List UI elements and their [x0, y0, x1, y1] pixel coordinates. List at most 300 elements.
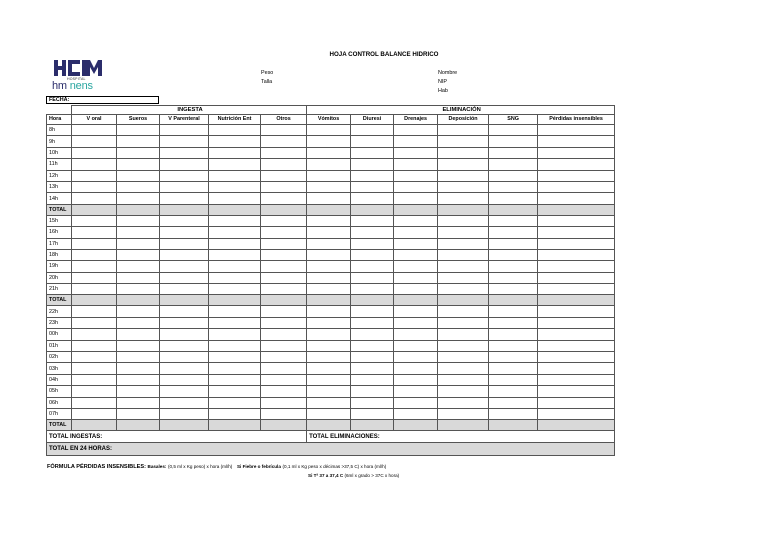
- entry-cell[interactable]: [209, 374, 261, 385]
- entry-cell[interactable]: [438, 420, 489, 431]
- entry-cell[interactable]: [438, 159, 489, 170]
- entry-cell[interactable]: [438, 295, 489, 306]
- entry-cell[interactable]: [160, 159, 209, 170]
- entry-cell[interactable]: [351, 317, 394, 328]
- entry-cell[interactable]: [351, 352, 394, 363]
- entry-cell[interactable]: [538, 295, 615, 306]
- entry-cell[interactable]: [72, 352, 117, 363]
- entry-cell[interactable]: [438, 261, 489, 272]
- entry-cell[interactable]: [261, 420, 307, 431]
- entry-cell[interactable]: [394, 170, 438, 181]
- entry-cell[interactable]: [160, 284, 209, 295]
- entry-cell[interactable]: [394, 249, 438, 260]
- entry-cell[interactable]: [394, 272, 438, 283]
- entry-cell[interactable]: [438, 147, 489, 158]
- entry-cell[interactable]: [72, 249, 117, 260]
- entry-cell[interactable]: [307, 363, 351, 374]
- entry-cell[interactable]: [438, 272, 489, 283]
- entry-cell[interactable]: [160, 193, 209, 204]
- entry-cell[interactable]: [438, 386, 489, 397]
- entry-cell[interactable]: [160, 340, 209, 351]
- entry-cell[interactable]: [261, 125, 307, 136]
- entry-cell[interactable]: [307, 272, 351, 283]
- entry-cell[interactable]: [72, 136, 117, 147]
- entry-cell[interactable]: [489, 181, 538, 192]
- entry-cell[interactable]: [160, 386, 209, 397]
- entry-cell[interactable]: [209, 306, 261, 317]
- entry-cell[interactable]: [351, 249, 394, 260]
- entry-cell[interactable]: [117, 374, 160, 385]
- entry-cell[interactable]: [117, 306, 160, 317]
- entry-cell[interactable]: [261, 170, 307, 181]
- entry-cell[interactable]: [394, 193, 438, 204]
- entry-cell[interactable]: [160, 306, 209, 317]
- entry-cell[interactable]: [117, 408, 160, 419]
- entry-cell[interactable]: [209, 249, 261, 260]
- entry-cell[interactable]: [489, 227, 538, 238]
- entry-cell[interactable]: [489, 386, 538, 397]
- entry-cell[interactable]: [160, 397, 209, 408]
- entry-cell[interactable]: [394, 227, 438, 238]
- entry-cell[interactable]: [351, 306, 394, 317]
- entry-cell[interactable]: [209, 284, 261, 295]
- entry-cell[interactable]: [209, 215, 261, 226]
- entry-cell[interactable]: [489, 238, 538, 249]
- entry-cell[interactable]: [489, 136, 538, 147]
- entry-cell[interactable]: [438, 204, 489, 215]
- entry-cell[interactable]: [117, 215, 160, 226]
- entry-cell[interactable]: [307, 181, 351, 192]
- entry-cell[interactable]: [261, 249, 307, 260]
- entry-cell[interactable]: [394, 215, 438, 226]
- entry-cell[interactable]: [307, 295, 351, 306]
- entry-cell[interactable]: [117, 227, 160, 238]
- entry-cell[interactable]: [538, 215, 615, 226]
- entry-cell[interactable]: [438, 363, 489, 374]
- entry-cell[interactable]: [261, 374, 307, 385]
- entry-cell[interactable]: [117, 125, 160, 136]
- entry-cell[interactable]: [351, 386, 394, 397]
- entry-cell[interactable]: [489, 295, 538, 306]
- entry-cell[interactable]: [394, 238, 438, 249]
- entry-cell[interactable]: [261, 397, 307, 408]
- entry-cell[interactable]: [307, 386, 351, 397]
- entry-cell[interactable]: [209, 329, 261, 340]
- entry-cell[interactable]: [307, 317, 351, 328]
- entry-cell[interactable]: [307, 238, 351, 249]
- entry-cell[interactable]: [438, 170, 489, 181]
- entry-cell[interactable]: [209, 317, 261, 328]
- entry-cell[interactable]: [117, 329, 160, 340]
- entry-cell[interactable]: [160, 329, 209, 340]
- entry-cell[interactable]: [307, 170, 351, 181]
- entry-cell[interactable]: [438, 317, 489, 328]
- entry-cell[interactable]: [351, 272, 394, 283]
- entry-cell[interactable]: [538, 329, 615, 340]
- entry-cell[interactable]: [438, 181, 489, 192]
- entry-cell[interactable]: [538, 397, 615, 408]
- entry-cell[interactable]: [160, 272, 209, 283]
- entry-cell[interactable]: [489, 261, 538, 272]
- entry-cell[interactable]: [117, 284, 160, 295]
- entry-cell[interactable]: [209, 363, 261, 374]
- entry-cell[interactable]: [160, 181, 209, 192]
- entry-cell[interactable]: [489, 340, 538, 351]
- entry-cell[interactable]: [160, 363, 209, 374]
- entry-cell[interactable]: [160, 215, 209, 226]
- entry-cell[interactable]: [351, 204, 394, 215]
- entry-cell[interactable]: [261, 204, 307, 215]
- entry-cell[interactable]: [489, 329, 538, 340]
- entry-cell[interactable]: [117, 340, 160, 351]
- entry-cell[interactable]: [394, 340, 438, 351]
- total-eliminaciones-cell[interactable]: TOTAL ELIMINACIONES:: [307, 431, 615, 442]
- entry-cell[interactable]: [438, 238, 489, 249]
- entry-cell[interactable]: [261, 261, 307, 272]
- entry-cell[interactable]: [117, 295, 160, 306]
- entry-cell[interactable]: [489, 363, 538, 374]
- entry-cell[interactable]: [538, 227, 615, 238]
- entry-cell[interactable]: [538, 306, 615, 317]
- entry-cell[interactable]: [489, 408, 538, 419]
- entry-cell[interactable]: [72, 329, 117, 340]
- entry-cell[interactable]: [209, 295, 261, 306]
- entry-cell[interactable]: [307, 227, 351, 238]
- entry-cell[interactable]: [160, 295, 209, 306]
- entry-cell[interactable]: [209, 238, 261, 249]
- entry-cell[interactable]: [72, 159, 117, 170]
- entry-cell[interactable]: [538, 284, 615, 295]
- entry-cell[interactable]: [261, 363, 307, 374]
- entry-cell[interactable]: [438, 193, 489, 204]
- entry-cell[interactable]: [394, 306, 438, 317]
- entry-cell[interactable]: [394, 295, 438, 306]
- entry-cell[interactable]: [351, 215, 394, 226]
- entry-cell[interactable]: [117, 249, 160, 260]
- entry-cell[interactable]: [307, 215, 351, 226]
- entry-cell[interactable]: [72, 317, 117, 328]
- entry-cell[interactable]: [209, 125, 261, 136]
- entry-cell[interactable]: [117, 397, 160, 408]
- entry-cell[interactable]: [261, 352, 307, 363]
- entry-cell[interactable]: [394, 420, 438, 431]
- entry-cell[interactable]: [394, 386, 438, 397]
- entry-cell[interactable]: [209, 147, 261, 158]
- entry-cell[interactable]: [438, 249, 489, 260]
- entry-cell[interactable]: [160, 238, 209, 249]
- entry-cell[interactable]: [72, 386, 117, 397]
- entry-cell[interactable]: [489, 249, 538, 260]
- entry-cell[interactable]: [538, 272, 615, 283]
- entry-cell[interactable]: [351, 181, 394, 192]
- entry-cell[interactable]: [117, 147, 160, 158]
- entry-cell[interactable]: [438, 352, 489, 363]
- entry-cell[interactable]: [394, 204, 438, 215]
- entry-cell[interactable]: [209, 352, 261, 363]
- entry-cell[interactable]: [538, 363, 615, 374]
- entry-cell[interactable]: [209, 420, 261, 431]
- entry-cell[interactable]: [538, 204, 615, 215]
- entry-cell[interactable]: [160, 125, 209, 136]
- entry-cell[interactable]: [538, 238, 615, 249]
- entry-cell[interactable]: [438, 136, 489, 147]
- entry-cell[interactable]: [394, 352, 438, 363]
- entry-cell[interactable]: [72, 215, 117, 226]
- entry-cell[interactable]: [538, 125, 615, 136]
- entry-cell[interactable]: [489, 374, 538, 385]
- entry-cell[interactable]: [307, 420, 351, 431]
- entry-cell[interactable]: [307, 306, 351, 317]
- entry-cell[interactable]: [117, 204, 160, 215]
- entry-cell[interactable]: [394, 181, 438, 192]
- entry-cell[interactable]: [261, 181, 307, 192]
- entry-cell[interactable]: [538, 136, 615, 147]
- entry-cell[interactable]: [72, 363, 117, 374]
- date-field[interactable]: FECHA:: [46, 96, 159, 104]
- entry-cell[interactable]: [72, 408, 117, 419]
- entry-cell[interactable]: [209, 136, 261, 147]
- entry-cell[interactable]: [117, 181, 160, 192]
- entry-cell[interactable]: [209, 193, 261, 204]
- entry-cell[interactable]: [351, 284, 394, 295]
- entry-cell[interactable]: [438, 125, 489, 136]
- entry-cell[interactable]: [307, 204, 351, 215]
- entry-cell[interactable]: [489, 215, 538, 226]
- entry-cell[interactable]: [261, 386, 307, 397]
- entry-cell[interactable]: [261, 227, 307, 238]
- entry-cell[interactable]: [72, 193, 117, 204]
- entry-cell[interactable]: [307, 408, 351, 419]
- entry-cell[interactable]: [438, 306, 489, 317]
- total-24h-cell[interactable]: TOTAL EN 24 HORAS:: [47, 442, 615, 455]
- entry-cell[interactable]: [209, 181, 261, 192]
- entry-cell[interactable]: [538, 159, 615, 170]
- entry-cell[interactable]: [160, 136, 209, 147]
- entry-cell[interactable]: [538, 340, 615, 351]
- entry-cell[interactable]: [438, 340, 489, 351]
- entry-cell[interactable]: [160, 374, 209, 385]
- entry-cell[interactable]: [351, 238, 394, 249]
- entry-cell[interactable]: [160, 352, 209, 363]
- entry-cell[interactable]: [117, 136, 160, 147]
- entry-cell[interactable]: [261, 306, 307, 317]
- entry-cell[interactable]: [117, 352, 160, 363]
- entry-cell[interactable]: [117, 420, 160, 431]
- entry-cell[interactable]: [489, 397, 538, 408]
- entry-cell[interactable]: [438, 227, 489, 238]
- entry-cell[interactable]: [117, 272, 160, 283]
- entry-cell[interactable]: [261, 159, 307, 170]
- entry-cell[interactable]: [307, 159, 351, 170]
- entry-cell[interactable]: [209, 408, 261, 419]
- entry-cell[interactable]: [351, 295, 394, 306]
- entry-cell[interactable]: [307, 340, 351, 351]
- entry-cell[interactable]: [538, 374, 615, 385]
- entry-cell[interactable]: [307, 284, 351, 295]
- entry-cell[interactable]: [117, 261, 160, 272]
- entry-cell[interactable]: [351, 193, 394, 204]
- entry-cell[interactable]: [538, 181, 615, 192]
- entry-cell[interactable]: [351, 363, 394, 374]
- entry-cell[interactable]: [438, 408, 489, 419]
- entry-cell[interactable]: [209, 272, 261, 283]
- entry-cell[interactable]: [72, 147, 117, 158]
- entry-cell[interactable]: [160, 204, 209, 215]
- entry-cell[interactable]: [438, 397, 489, 408]
- entry-cell[interactable]: [72, 284, 117, 295]
- entry-cell[interactable]: [160, 249, 209, 260]
- entry-cell[interactable]: [261, 295, 307, 306]
- entry-cell[interactable]: [160, 227, 209, 238]
- total-ingestas-cell[interactable]: TOTAL INGESTAS:: [47, 431, 307, 442]
- entry-cell[interactable]: [351, 136, 394, 147]
- entry-cell[interactable]: [72, 374, 117, 385]
- entry-cell[interactable]: [72, 204, 117, 215]
- entry-cell[interactable]: [209, 340, 261, 351]
- entry-cell[interactable]: [394, 408, 438, 419]
- entry-cell[interactable]: [394, 136, 438, 147]
- entry-cell[interactable]: [351, 147, 394, 158]
- entry-cell[interactable]: [209, 227, 261, 238]
- entry-cell[interactable]: [394, 261, 438, 272]
- entry-cell[interactable]: [394, 329, 438, 340]
- entry-cell[interactable]: [209, 397, 261, 408]
- entry-cell[interactable]: [209, 261, 261, 272]
- entry-cell[interactable]: [160, 261, 209, 272]
- entry-cell[interactable]: [538, 386, 615, 397]
- entry-cell[interactable]: [261, 272, 307, 283]
- entry-cell[interactable]: [351, 227, 394, 238]
- entry-cell[interactable]: [538, 170, 615, 181]
- entry-cell[interactable]: [209, 386, 261, 397]
- entry-cell[interactable]: [489, 272, 538, 283]
- entry-cell[interactable]: [72, 238, 117, 249]
- entry-cell[interactable]: [394, 374, 438, 385]
- entry-cell[interactable]: [261, 238, 307, 249]
- entry-cell[interactable]: [117, 386, 160, 397]
- entry-cell[interactable]: [489, 284, 538, 295]
- entry-cell[interactable]: [117, 193, 160, 204]
- entry-cell[interactable]: [72, 340, 117, 351]
- entry-cell[interactable]: [261, 284, 307, 295]
- entry-cell[interactable]: [489, 352, 538, 363]
- entry-cell[interactable]: [261, 329, 307, 340]
- entry-cell[interactable]: [261, 136, 307, 147]
- entry-cell[interactable]: [438, 374, 489, 385]
- entry-cell[interactable]: [538, 317, 615, 328]
- entry-cell[interactable]: [160, 170, 209, 181]
- entry-cell[interactable]: [351, 159, 394, 170]
- entry-cell[interactable]: [489, 159, 538, 170]
- entry-cell[interactable]: [489, 317, 538, 328]
- entry-cell[interactable]: [307, 147, 351, 158]
- entry-cell[interactable]: [117, 238, 160, 249]
- entry-cell[interactable]: [117, 170, 160, 181]
- entry-cell[interactable]: [117, 159, 160, 170]
- entry-cell[interactable]: [351, 125, 394, 136]
- entry-cell[interactable]: [72, 306, 117, 317]
- entry-cell[interactable]: [307, 125, 351, 136]
- entry-cell[interactable]: [117, 317, 160, 328]
- entry-cell[interactable]: [209, 204, 261, 215]
- entry-cell[interactable]: [538, 249, 615, 260]
- entry-cell[interactable]: [261, 340, 307, 351]
- entry-cell[interactable]: [72, 295, 117, 306]
- entry-cell[interactable]: [351, 397, 394, 408]
- entry-cell[interactable]: [394, 397, 438, 408]
- entry-cell[interactable]: [307, 249, 351, 260]
- entry-cell[interactable]: [394, 317, 438, 328]
- entry-cell[interactable]: [261, 317, 307, 328]
- entry-cell[interactable]: [72, 181, 117, 192]
- entry-cell[interactable]: [438, 215, 489, 226]
- entry-cell[interactable]: [489, 204, 538, 215]
- entry-cell[interactable]: [160, 408, 209, 419]
- entry-cell[interactable]: [117, 363, 160, 374]
- entry-cell[interactable]: [351, 408, 394, 419]
- entry-cell[interactable]: [394, 284, 438, 295]
- entry-cell[interactable]: [351, 329, 394, 340]
- entry-cell[interactable]: [538, 261, 615, 272]
- entry-cell[interactable]: [307, 352, 351, 363]
- entry-cell[interactable]: [160, 317, 209, 328]
- entry-cell[interactable]: [438, 284, 489, 295]
- entry-cell[interactable]: [72, 420, 117, 431]
- entry-cell[interactable]: [394, 363, 438, 374]
- entry-cell[interactable]: [489, 125, 538, 136]
- entry-cell[interactable]: [307, 193, 351, 204]
- entry-cell[interactable]: [72, 261, 117, 272]
- entry-cell[interactable]: [489, 420, 538, 431]
- entry-cell[interactable]: [489, 193, 538, 204]
- entry-cell[interactable]: [72, 125, 117, 136]
- entry-cell[interactable]: [72, 397, 117, 408]
- entry-cell[interactable]: [538, 147, 615, 158]
- entry-cell[interactable]: [538, 352, 615, 363]
- entry-cell[interactable]: [489, 170, 538, 181]
- entry-cell[interactable]: [351, 261, 394, 272]
- entry-cell[interactable]: [261, 193, 307, 204]
- entry-cell[interactable]: [394, 147, 438, 158]
- entry-cell[interactable]: [438, 329, 489, 340]
- entry-cell[interactable]: [307, 329, 351, 340]
- entry-cell[interactable]: [351, 170, 394, 181]
- entry-cell[interactable]: [394, 159, 438, 170]
- entry-cell[interactable]: [538, 193, 615, 204]
- entry-cell[interactable]: [538, 420, 615, 431]
- entry-cell[interactable]: [261, 215, 307, 226]
- entry-cell[interactable]: [261, 408, 307, 419]
- entry-cell[interactable]: [489, 306, 538, 317]
- entry-cell[interactable]: [351, 340, 394, 351]
- entry-cell[interactable]: [160, 420, 209, 431]
- entry-cell[interactable]: [160, 147, 209, 158]
- entry-cell[interactable]: [351, 374, 394, 385]
- entry-cell[interactable]: [307, 374, 351, 385]
- entry-cell[interactable]: [538, 408, 615, 419]
- entry-cell[interactable]: [261, 147, 307, 158]
- entry-cell[interactable]: [307, 136, 351, 147]
- entry-cell[interactable]: [209, 159, 261, 170]
- entry-cell[interactable]: [72, 170, 117, 181]
- entry-cell[interactable]: [209, 170, 261, 181]
- entry-cell[interactable]: [307, 261, 351, 272]
- entry-cell[interactable]: [72, 227, 117, 238]
- entry-cell[interactable]: [351, 420, 394, 431]
- entry-cell[interactable]: [394, 125, 438, 136]
- entry-cell[interactable]: [307, 397, 351, 408]
- entry-cell[interactable]: [72, 272, 117, 283]
